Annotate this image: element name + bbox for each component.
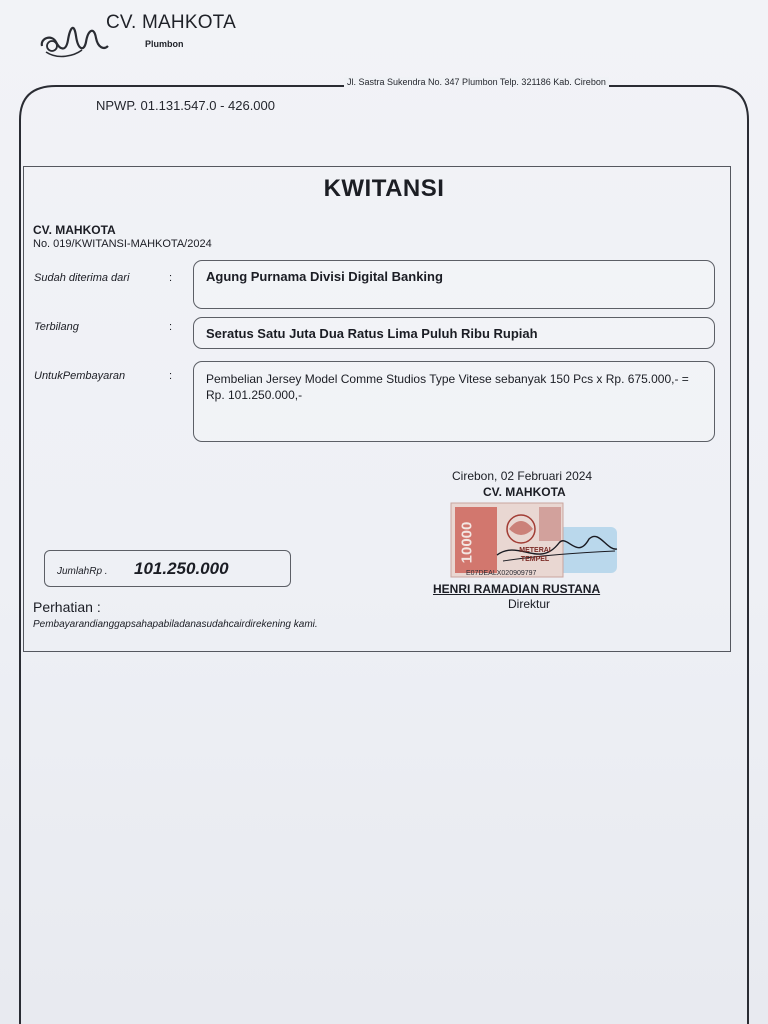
receipt-number: No. 019/KWITANSI-MAHKOTA/2024 <box>33 238 212 250</box>
payment-for-field <box>193 361 715 442</box>
amount-in-words-label: Terbilang <box>34 321 79 333</box>
company-address: Jl. Sastra Sukendra No. 347 Plumbon Telp. 321186 Kab. Cirebon <box>344 77 609 87</box>
brand-city: Plumbon <box>145 39 184 49</box>
received-from-value: Agung Purnama Divisi Digital Banking <box>206 269 443 284</box>
receipt-title: KWITANSI <box>323 175 445 202</box>
npwp-number: NPWP. 01.131.547.0 - 426.000 <box>96 98 275 113</box>
receipt-company: CV. MAHKOTA <box>33 223 116 237</box>
place-date: Cirebon, 02 Februari 2024 <box>452 469 593 483</box>
received-from-colon: : <box>169 272 173 284</box>
amount-box <box>44 550 291 587</box>
received-from-field <box>193 260 715 309</box>
brand-name: CV. MAHKOTA <box>106 12 236 33</box>
payment-for-colon: : <box>169 370 173 382</box>
received-from-label: Sudah diterima dari <box>34 272 130 284</box>
amount-label: JumlahRp . <box>57 566 108 577</box>
stamp-text: METERAI TEMPEL <box>519 547 551 563</box>
amount-in-words-value: Seratus Satu Juta Dua Ratus Lima Puluh Ribu Rupiah <box>206 326 538 341</box>
note-title: Perhatian : <box>33 599 101 615</box>
amount-value: 101.250.000 <box>134 559 229 578</box>
amount-in-words-colon: : <box>169 321 173 333</box>
amount-in-words-field <box>193 317 715 349</box>
signer-role: Direktur <box>508 597 551 611</box>
stamp-value: 10000 <box>458 521 476 564</box>
payment-for-label: UntukPembayaran <box>34 370 126 382</box>
note-text: Pembayarandianggapsahapabiladanasudahcairdirekening kami. <box>33 619 318 630</box>
signature-company: CV. MAHKOTA <box>483 485 566 499</box>
stamp-code: E07DEALX020909797 <box>466 570 537 577</box>
company-logo <box>38 16 110 62</box>
payment-for-value: Pembelian Jersey Model Comme Studios Type Vitese sebanyak 150 Pcs x Rp. 675.000,- = Rp. 101.250.000,- <box>206 372 689 402</box>
signer-name: HENRI RAMADIAN RUSTANA <box>433 582 601 596</box>
